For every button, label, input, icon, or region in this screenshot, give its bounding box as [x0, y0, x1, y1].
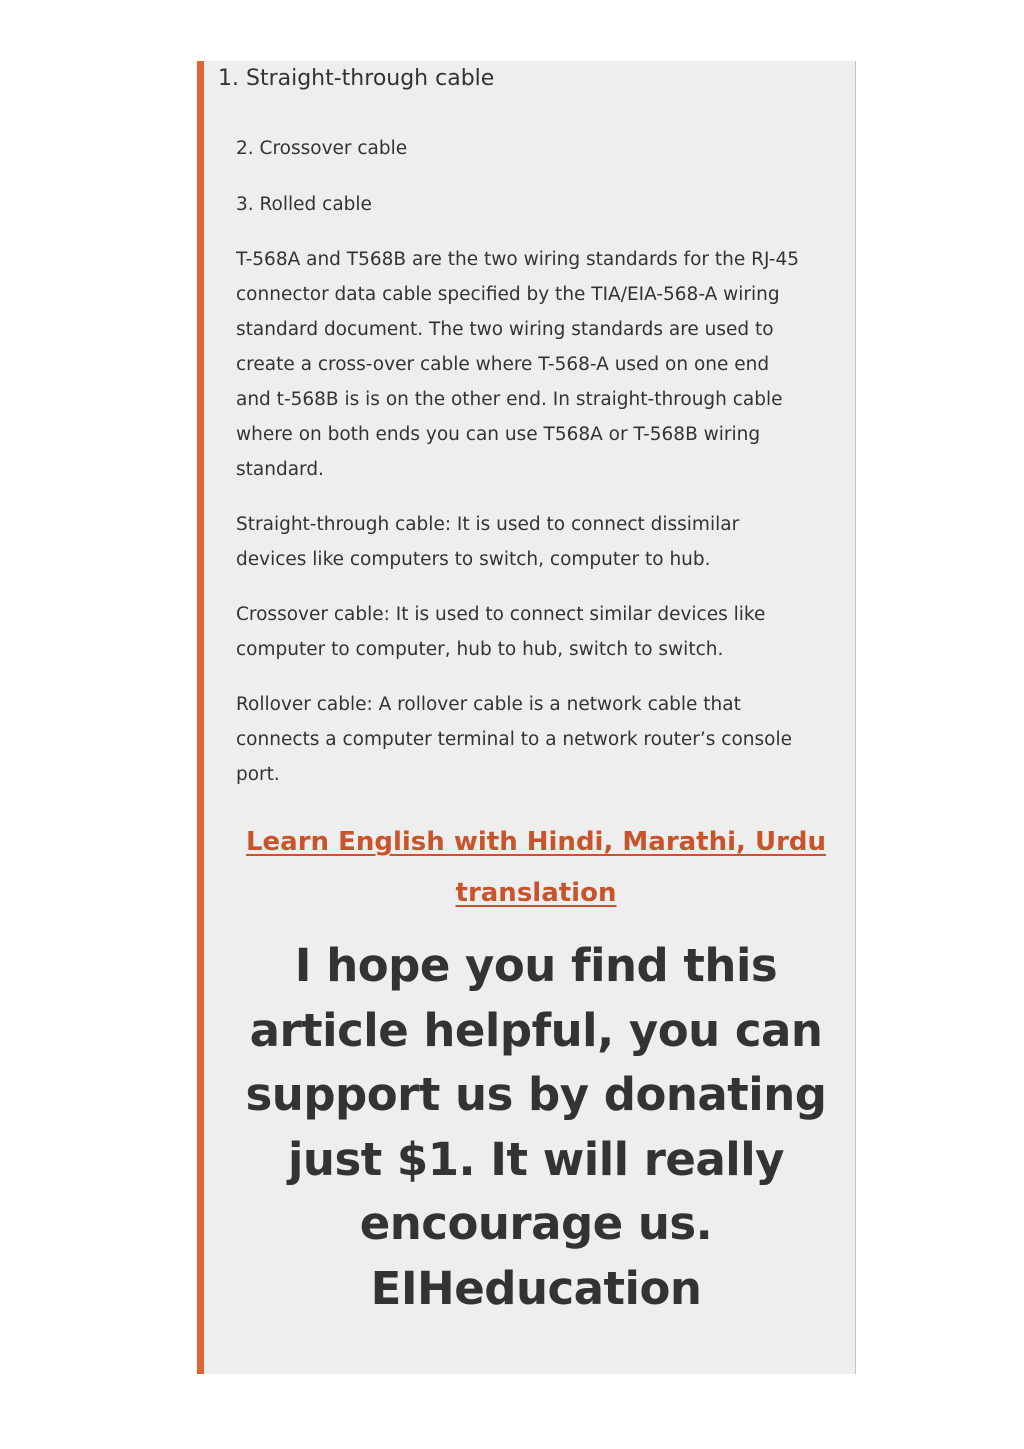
text-line: connector data cable specified by the TIA/EIA-568-A wiring [236, 284, 780, 305]
text-line: create a cross-over cable where T-568-A used on one end [236, 354, 770, 375]
paragraph-rollover [236, 687, 836, 792]
blockquote-box [197, 61, 856, 1374]
list-item-rolled: 3. Rolled cable [236, 194, 372, 215]
text-line: devices like computers to switch, computer to hub. [236, 549, 711, 570]
list-item-straight-through: 1. Straight-through cable [218, 66, 495, 91]
heading-line: I hope you find this [294, 939, 778, 992]
text-line: where on both ends you can use T568A or T-568B wiring [236, 424, 761, 445]
heading-line: EIHeducation [370, 1261, 702, 1315]
text-line: standard document. The two wiring standards are used to [236, 319, 774, 340]
heading-line: encourage us. [359, 1197, 713, 1250]
heading-line: support us by donating [245, 1068, 827, 1121]
list-item-crossover: 2. Crossover cable [236, 138, 408, 159]
text-line: port. [236, 764, 280, 785]
text-line: connects a computer terminal to a network router’s console [236, 729, 793, 750]
text-line: Straight-through cable: It is used to connect dissimilar [236, 514, 740, 535]
text-line: Rollover cable: A rollover cable is a network cable that [236, 694, 741, 715]
learn-english-link-container [224, 817, 848, 919]
link-line[interactable]: translation [455, 878, 617, 908]
text-line: Crossover cable: It is used to connect similar devices like [236, 604, 766, 625]
donation-heading [224, 934, 848, 1321]
text-line: T-568A and T568B are the two wiring standards for the RJ-45 [236, 249, 799, 270]
text-line: computer to computer, hub to hub, switch to switch. [236, 639, 724, 660]
heading-line: just $1. It will really [287, 1132, 784, 1186]
heading-line: article helpful, you can [249, 1003, 823, 1057]
paragraph-straight-through [236, 507, 836, 577]
paragraph-wiring-standards [236, 242, 836, 487]
text-line: standard. [236, 459, 324, 480]
link-line[interactable]: Learn English with Hindi, Marathi, Urdu [245, 827, 827, 857]
learn-english-link[interactable] [224, 817, 848, 919]
text-line: and t-568B is is on the other end. In straight-through cable [236, 389, 783, 410]
paragraph-crossover [236, 597, 836, 667]
